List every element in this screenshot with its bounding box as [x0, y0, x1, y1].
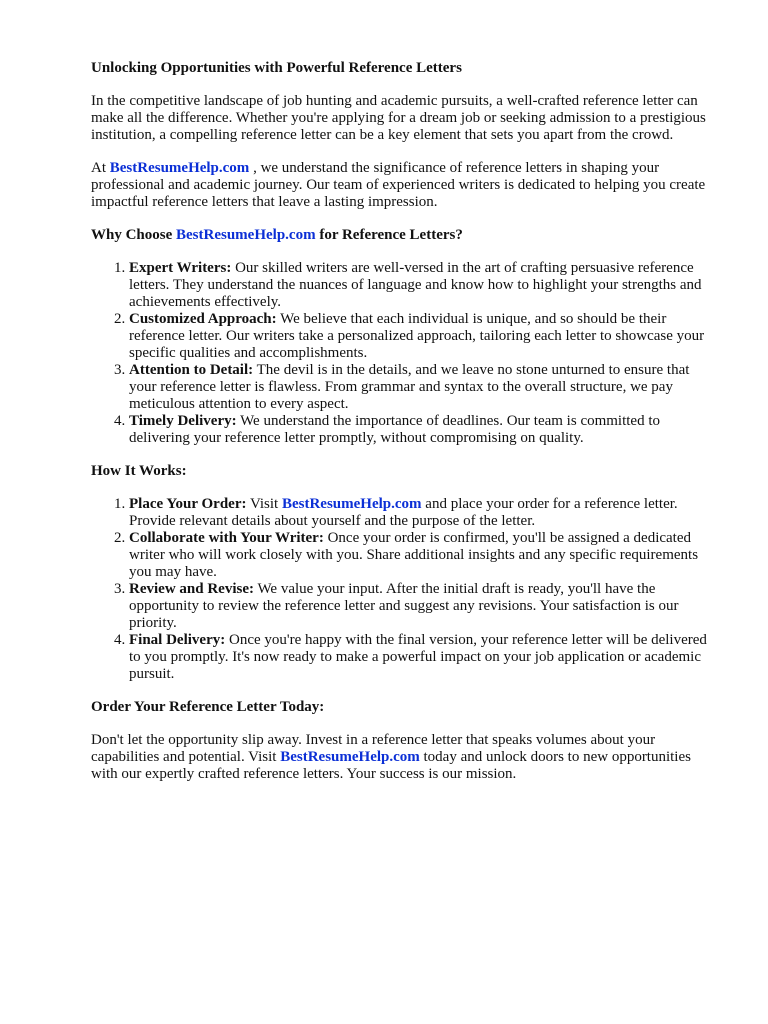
item-lead: Collaborate with Your Writer: — [129, 530, 324, 546]
list-item — [129, 496, 720, 530]
why-heading-prefix: Why Choose — [91, 227, 177, 243]
site-link[interactable]: BestResumeHelp.com — [280, 749, 420, 765]
item-lead: Customized Approach: — [129, 311, 277, 327]
item-lead: Attention to Detail: — [129, 362, 254, 378]
item-lead: Expert Writers: — [129, 260, 232, 276]
about-prefix: At — [91, 160, 110, 176]
why-heading-suffix: for Reference Letters? — [315, 227, 463, 243]
site-link[interactable]: BestResumeHelp.com — [281, 496, 422, 512]
item-text: Once your order is confirmed, you'll be assigned a dedicated writer who will work closely with you. Share additional insights and any specific requirements you may have. — [129, 530, 699, 580]
item-text: Once you're happy with the final version, your reference letter will be delivered to you promptly. It's now ready to make a powerful impact on your job application or academic pursuit. — [129, 632, 707, 682]
list-item — [129, 581, 720, 632]
list-item — [129, 311, 720, 362]
why-heading — [91, 227, 720, 244]
order-paragraph — [91, 732, 720, 783]
intro-paragraph: In the competitive landscape of job hunting and academic pursuits, a well-crafted reference letter can make all the difference. Whether you're applying for a dream job or seeking admission to a prestigious institution, a compelling reference letter can be a key element that sets you apart from the crowd. — [91, 93, 706, 143]
item-lead: Final Delivery: — [129, 632, 226, 648]
item-text: and place your order for a reference letter. Provide relevant details about yourself and the purpose of the letter. — [129, 496, 678, 529]
item-lead: Review and Revise: — [129, 581, 254, 597]
list-item — [129, 530, 720, 581]
order-suffix: today and unlock doors to new opportunities with our expertly crafted reference letters. Your success is our mission. — [91, 749, 691, 782]
item-text: We value your input. After the initial draft is ready, you'll have the opportunity to review the reference letter and suggest any revisions. Your satisfaction is our priority. — [129, 581, 679, 631]
document-title: Unlocking Opportunities with Powerful Reference Letters — [91, 60, 462, 76]
order-heading: Order Your Reference Letter Today: — [91, 699, 325, 715]
item-lead: Timely Delivery: — [129, 413, 237, 429]
list-item — [129, 413, 720, 447]
site-link[interactable]: BestResumeHelp.com — [176, 227, 316, 243]
item-text: The devil is in the details, and we leave no stone unturned to ensure that your reference letter is flawless. From grammar and syntax to the overall structure, we pay meticulous attention to every aspect. — [129, 362, 690, 412]
why-list — [91, 260, 720, 447]
item-text: Our skilled writers are well-versed in the art of crafting persuasive reference letters. They understand the nuances of language and know how to highlight your strengths and achievements effectively. — [129, 260, 702, 310]
list-item — [129, 260, 720, 311]
about-paragraph — [91, 160, 720, 211]
item-text: We believe that each individual is unique, and so should be their reference letter. Our writers take a personalized approach, tailoring each letter to showcase your specific qualities and accomplishments. — [129, 311, 705, 361]
list-item — [129, 632, 720, 683]
site-link[interactable]: BestResumeHelp.com — [109, 160, 250, 176]
item-lead: Place Your Order: — [129, 496, 247, 512]
list-item — [129, 362, 720, 413]
how-heading: How It Works: — [91, 463, 187, 479]
how-list — [91, 496, 720, 683]
about-suffix: , we understand the significance of reference letters in shaping your professional and academic journey. Our team of experienced writers is dedicated to helping you create impactful reference letters that leave a lasting impression. — [91, 160, 706, 210]
item-text: We understand the importance of deadlines. Our team is committed to delivering your reference letter promptly, without compromising on quality. — [129, 413, 661, 446]
item-pre: Visit — [246, 496, 282, 512]
order-prefix: Don't let the opportunity slip away. Invest in a reference letter that speaks volumes about your capabilities and potential. Visit — [91, 732, 656, 765]
